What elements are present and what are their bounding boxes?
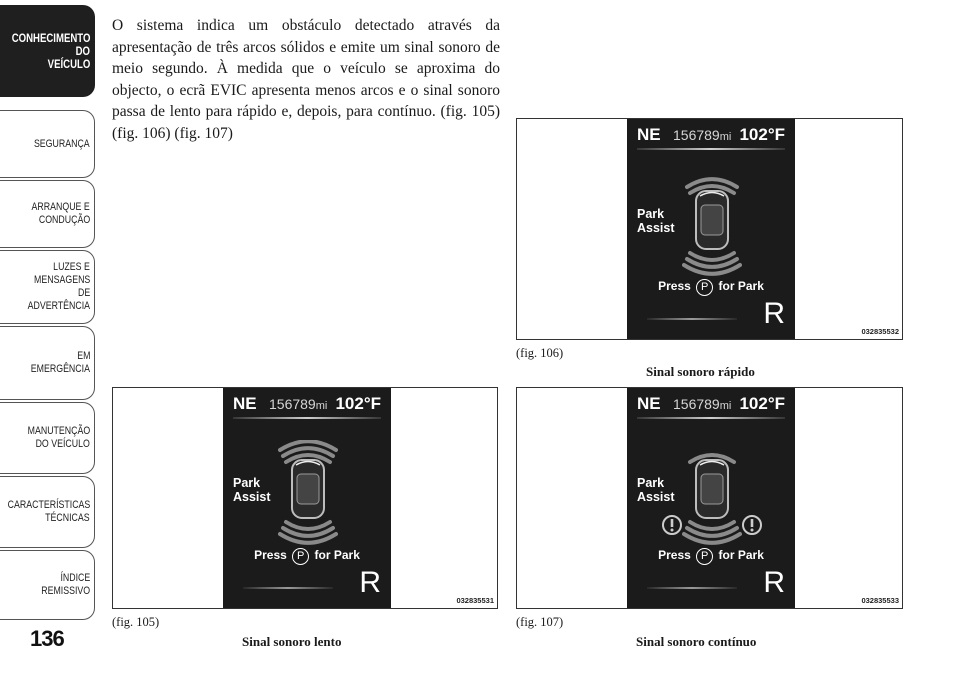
sidebar-tab-label: ADVERTÊNCIA — [27, 300, 90, 312]
rear-arc — [286, 522, 330, 529]
p-circle-icon: P — [292, 548, 309, 565]
sidebar-tab-label: REMISSIVO — [41, 585, 90, 597]
park-assist-label-line1: Park — [233, 476, 261, 490]
evic-header — [627, 394, 795, 416]
vehicle-top-view — [278, 440, 338, 550]
temperature: 102°F — [739, 125, 785, 144]
park-assist-label-line1: Park — [637, 207, 665, 221]
odometer — [673, 127, 731, 143]
bottom-divider — [647, 587, 737, 589]
park-assist-label-line2: Assist — [637, 490, 675, 504]
sidebar-tab-2[interactable] — [0, 110, 95, 178]
bottom-divider — [647, 318, 737, 320]
sidebar-tab-5[interactable] — [0, 326, 95, 400]
sidebar-tab-label: EM — [76, 350, 90, 362]
sidebar-tab-label: LUZES E — [53, 261, 90, 273]
for-park-text: for Park — [314, 548, 360, 562]
odometer-value: 156789 — [269, 396, 316, 412]
sidebar-tab-label: ARRANQUE E — [31, 201, 90, 213]
temperature: 102°F — [335, 394, 381, 413]
figure-106-caption: Sinal sonoro rápido — [646, 364, 755, 379]
sidebar-tab-3[interactable] — [0, 180, 95, 248]
warning-icon — [741, 514, 763, 536]
figure-107-label: (fig. 107) — [516, 615, 564, 629]
rear-arc — [690, 253, 734, 260]
vehicle-top-view — [682, 440, 742, 550]
sidebar-tab-label: DE — [77, 287, 90, 299]
odometer-unit: mi — [315, 400, 328, 412]
sidebar-tab-1[interactable] — [0, 5, 95, 97]
figure-105 — [112, 387, 498, 609]
for-park-text: for Park — [718, 279, 764, 293]
bottom-divider — [243, 587, 333, 589]
press-text: Press — [658, 548, 691, 562]
temperature: 102°F — [739, 394, 785, 413]
odometer-value: 156789 — [673, 127, 720, 143]
evic-header — [627, 125, 795, 147]
sidebar-tab-label: MENSAGENS — [33, 274, 90, 286]
compass-direction: NE — [637, 394, 661, 413]
body-paragraph: O sistema indica um obstáculo detectado através da apresentação de três arcos sólidos e emite um sinal sonoro de meio segundo. À medida que o veículo se aproxima do objecto, o ecrã EVIC apresenta menos arcos e o sinal sonoro passa de lento para rápido e, depois, para contínuo. (fig. 105) (fig. 106) (fig. 107) — [112, 17, 500, 142]
gear-indicator: R — [763, 566, 785, 599]
for-park-text: for Park — [718, 548, 764, 562]
odometer — [673, 396, 731, 412]
sidebar-tab-label: MANUTENÇÃO — [27, 425, 90, 437]
figure-107 — [516, 387, 903, 609]
sidebar-tab-label: CONDUÇÃO — [38, 214, 90, 226]
gear-indicator: R — [359, 566, 381, 599]
sidebar-tab-label: CARACTERÍSTICAS — [7, 499, 90, 511]
odometer-unit: mi — [719, 131, 732, 143]
sidebar-tab-label: VEÍCULO — [47, 56, 90, 71]
evic-display — [627, 119, 795, 339]
sidebar-tab-label: DO — [75, 43, 90, 58]
car-roof — [297, 474, 319, 504]
figure-107-caption: Sinal sonoro contínuo — [636, 634, 757, 649]
park-assist-label — [233, 476, 271, 504]
gear-indicator: R — [763, 297, 785, 330]
figure-106-label: (fig. 106) — [516, 346, 564, 360]
p-circle-icon: P — [696, 548, 713, 565]
press-p-message — [223, 548, 391, 565]
sidebar-tab-8[interactable] — [0, 550, 95, 620]
park-assist-label-line2: Assist — [637, 221, 675, 235]
sidebar-tab-label: TÉCNICAS — [45, 512, 90, 524]
odometer — [269, 396, 327, 412]
header-divider — [637, 148, 785, 150]
car-roof — [701, 205, 723, 235]
evic-header — [223, 394, 391, 416]
press-p-message — [627, 279, 795, 296]
figure-105-label: (fig. 105) — [112, 615, 160, 629]
evic-display — [627, 388, 795, 608]
rear-arc — [690, 522, 734, 529]
sidebar-tab-label: ÍNDICE — [60, 572, 90, 584]
sidebar-tab-7[interactable] — [0, 476, 95, 548]
odometer-unit: mi — [719, 400, 732, 412]
sidebar-tab-label: DO VEÍCULO — [35, 438, 90, 450]
header-divider — [637, 417, 785, 419]
image-code: 032835533 — [861, 596, 899, 605]
warning-icon — [661, 514, 683, 536]
sidebar-tab-label: SEGURANÇA — [34, 137, 90, 150]
press-text: Press — [658, 279, 691, 293]
page-number: 136 — [30, 626, 64, 651]
compass-direction: NE — [637, 125, 661, 144]
odometer-value: 156789 — [673, 396, 720, 412]
compass-direction: NE — [233, 394, 257, 413]
p-circle-icon: P — [696, 279, 713, 296]
press-text: Press — [254, 548, 287, 562]
header-divider — [233, 417, 381, 419]
image-code: 032835532 — [861, 327, 899, 336]
park-assist-label-line1: Park — [637, 476, 665, 490]
press-p-message — [627, 548, 795, 565]
figure-106 — [516, 118, 903, 340]
park-assist-label-line2: Assist — [233, 490, 271, 504]
image-code: 032835531 — [456, 596, 494, 605]
sidebar-tab-6[interactable] — [0, 402, 95, 474]
sidebar-tab-label: EMERGÊNCIA — [30, 363, 90, 375]
sidebar-tab-label: CONHECIMENTO — [11, 30, 90, 45]
sidebar-tab-4[interactable] — [0, 250, 95, 324]
figure-105-caption: Sinal sonoro lento — [242, 634, 342, 649]
vehicle-top-view — [682, 171, 742, 281]
evic-display — [223, 388, 391, 608]
park-assist-label — [637, 207, 675, 235]
car-roof — [701, 474, 723, 504]
park-assist-label — [637, 476, 675, 504]
